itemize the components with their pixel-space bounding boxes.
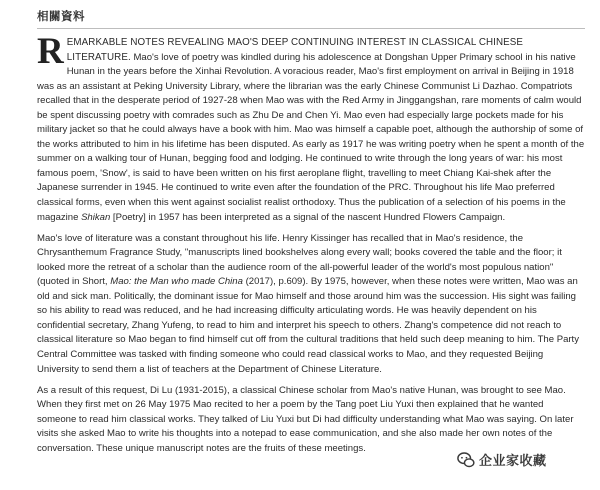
wechat-watermark: [455, 449, 551, 470]
drop-cap-letter: R: [37, 31, 64, 72]
paragraph-3: [37, 384, 585, 457]
article-body: [37, 31, 585, 463]
watermark-text: 企业家收藏: [479, 454, 547, 469]
paragraph-2-text-a: Mao's love of literature was a constant throughout his life. Henry Kissinger has recalled that in Mao's residence, the Chrysanthemum Fragrance Study, "manuscripts lined bookshelves along every wall; books covered the table and the floor; it looked more the retreat of a scholar than the audience room of the all-powerful leader of the world's most populous nation" (quoted in Short,: [37, 232, 562, 288]
paragraph-1-text: Mao's love of poetry was kindled during his adolescence at Dongshan Upper Primary school in his native Hunan in the years before the Xinhai Revolution. A voracious reader, Mao's first employment on arrival in Beijing in 1918 was as an assistant at Peking University Library, where the librarian was the early Chinese Communist Li Dazhao. Compatriots recalled that in the desperate period of 1927-28 when Mao was with the Red Army in Jinggangshan, rare moments of calm would be spent discussing poetry with comrades such as Zhu De and Chen Yi. Mao even had especially large pockets made for his military jacket so that he could always have a book with him. Mao was himself a capable poet, although the authorship of some of the works attributed to him in his lifetime has been disputed. As early as 1917 he was writing poetry when he spent a month of the summer on a walking tour of Hunan, begging food and lodging. He continued to write through the long years of war: his most famous poem, 'Snow', is said to have been written on his first aeroplane flight, travelling to meet Chiang Kai-shek after the Japanese surrender in 1945. He continued to write even after the foundation of the PRC. Throughout his life Mao preferred classical forms, even when this went against socialist realist orthodoxy. Thus the publication of a selection of his poems in the magazine: [37, 51, 585, 223]
lead-headline: EMARKABLE NOTES REVEALING MAO'S DEEP CONTINUING INTEREST IN CLASSICAL CHINESE LITERATURE.: [66, 37, 524, 63]
paragraph-3-text: As a result of this request, Di Lu (1931-2015), a classical Chinese scholar from Mao's native Hunan, was brought to see Mao. When they first met on 26 May 1975 Mao recited to her a poem by the Tang poet Liu Yuxi then explained that he wanted someone to read him classical works. They talked of Liu Yuxi but Di had difficulty understanding what Mao was saying. On later visits she asked Mao to write his thoughts into a notepad to ease communication, and she also made her own notes of the conversation. These unique manuscript notes are the fruits of these meetings.: [37, 384, 574, 454]
paragraph-1: [37, 31, 585, 225]
section-title: 相關資料: [37, 9, 85, 23]
paragraph-1-tail: [Poetry] in 1957 has been interpreted as a signal of the nascent Hundred Flowers Campaign.: [110, 211, 506, 223]
book-title: Mao: the Man who made China: [110, 276, 243, 288]
paragraph-2-text-b: (2017), p.609). By 1975, however, when these notes were written, Mao was an old and sick man. Politically, the dominant issue for Mao himself and those around him was the succession. His sight was failing so his ability to read was reduced, and he had increasing difficulty articulating words. He was heavily dependent on his confidential secretary, Zhang Yufeng, to read to him and interpret his speech to others. Zhang's competence did not reach to classical literature so Mao began to find himself cut off from the cultural traditions that held such deep meaning to him. The Party Central Committee was tasked with finding someone who could read classical works to Mao, and they requested Beijing University to send them a list of teachers at the Department of Chinese Literature.: [37, 276, 579, 375]
magazine-title: Shikan: [81, 211, 111, 223]
chat-bubble-icon: [457, 451, 475, 469]
header-divider: [37, 28, 585, 29]
paragraph-2: [37, 232, 585, 377]
